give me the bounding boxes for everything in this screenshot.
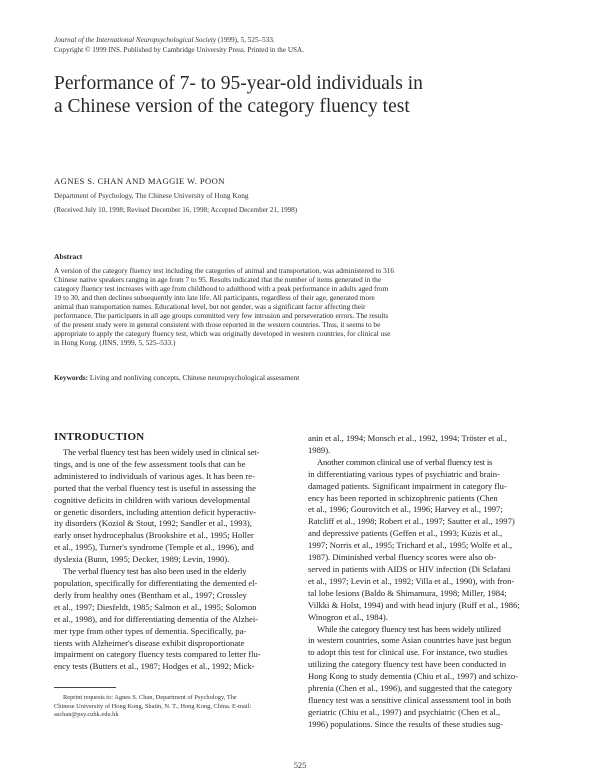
body-text-line: et al., 1995), Turner's syndrome (Temple et al., 1996), and (54, 542, 254, 553)
received-dates: (Received July 10, 1998; Revised December 16, 1998; Accepted December 21, 1998) (54, 206, 298, 214)
body-text-line: 1996) populations. Since the results of these studies sug- (308, 718, 504, 729)
journal-volume: (1999), 5, 525–533. (216, 36, 275, 44)
section-heading-introduction: INTRODUCTION (54, 431, 145, 443)
body-text-line: tients with Alzheimer's disease exhibit disproportionate (54, 637, 245, 648)
abstract-line: category fluency test increases with age from childhood to adulthood with a peak performance in adults aged from (54, 284, 389, 294)
authors: AGNES S. CHAN AND MAGGIE W. POON (54, 176, 225, 186)
body-text-line: ency tests (Butters et al., 1987; Hodges et al., 1992; Mick- (54, 661, 255, 672)
abstract-heading: Abstract (54, 252, 83, 261)
abstract-line: performance. The participants in all age groups committed very few intrusion and perseveration errors. The results (54, 311, 389, 321)
abstract-line: of the present study were in general consistent with those reported in the western countries. Thus, it seems to be (54, 320, 381, 330)
right-text-column (308, 433, 548, 731)
page-number: 525 (293, 761, 307, 770)
body-text-line: and depressive patients (Geffen et al., 1993; Kuzis et al., (308, 528, 503, 539)
body-text-line: to adopt this test for clinical use. For instance, two studies (308, 647, 508, 658)
body-text-line: ency has been reported in schizophrenic patients (Chen (308, 492, 498, 503)
body-text-line: ity disorders (Koziol & Stout, 1992; Sandler et al., 1993), (54, 518, 252, 529)
journal-citation-line (54, 36, 304, 46)
body-text-line: derly from healthy ones (Bentham et al., 1997; Crossley (54, 589, 247, 600)
keywords-text: Living and nonliving concepts, Chinese neuropsychological assessment (88, 373, 300, 382)
body-text-line: impairment on category fluency tests compared to letter flu- (54, 649, 261, 660)
footnote (54, 694, 296, 720)
body-text-line: ported that the verbal fluency test is useful in assessing the (54, 482, 256, 493)
abstract-line: in Hong Kong. (JINS, 1999, 5, 525–533.) (54, 338, 176, 348)
footnote-rule (54, 687, 116, 688)
footnote-line: aschan@psy.cuhk.edu.hk (54, 711, 119, 719)
abstract-line: Chinese native speakers ranging in age from 7 to 95. Results indicated that the number of items generated in the (54, 275, 382, 285)
footnote-line: Chinese University of Hong Kong, Shatin, N. T., Hong Kong, China. E-mail: (54, 702, 252, 710)
title-line-2: a Chinese version of the category fluency test (54, 96, 410, 117)
keywords (54, 373, 546, 382)
body-text-line: 1989). (308, 444, 331, 455)
body-text-line: cognitive deficits in children with various developmental (54, 494, 251, 505)
body-text-line: Vilkki & Holst, 1994) and with head injury (Ruff et al., 1986; (308, 599, 520, 610)
body-text-line: mer type from other types of dementia. Specifically, pa- (54, 625, 247, 636)
affiliation: Department of Psychology, The Chinese University of Hong Kong (54, 191, 249, 200)
body-text-line: 1997; Norris et al., 1995; Trichard et al., 1995; Wolfe et al., (308, 540, 513, 551)
journal-name: Journal of the International Neuropsychological Society (54, 36, 217, 44)
body-text-line: damaged patients. Significant impairment in category flu- (308, 480, 507, 491)
body-text-line: in western countries, some Asian countries have just begun (308, 635, 512, 646)
body-text-line: early onset hydrocephalus (Brookshire et al., 1995; Holler (54, 530, 254, 541)
abstract-line: 19 to 30, and then declines subsequently into late life. All participants, regardless of their age, generated more (54, 293, 375, 303)
body-text-line: et al., 1997; Levin et al., 1992; Villa et al., 1990), with fron- (308, 575, 515, 586)
body-text-line: utilizing the category fluency test have been conducted in (308, 659, 507, 670)
body-text-line: fluency test was a sensitive clinical assessment tool in both (308, 694, 512, 705)
body-text-line: 1987). Diminished verbal fluency scores were also ob- (308, 552, 497, 563)
body-text-line: Winogron et al., 1984). (308, 611, 388, 622)
footnote-line: Reprint requests to: Agnes S. Chan, Department of Psychology, The (63, 694, 237, 701)
body-text-line: tings, and is one of the few assessment tools that can be (54, 458, 246, 469)
body-text-line: anin et al., 1994; Monsch et al., 1992, 1994; Tröster et al., (308, 433, 508, 443)
article-title (54, 72, 554, 118)
abstract-line: appropriate to apply the category fluency test, which was originally developed in western countries, for clinical use (54, 329, 391, 339)
body-text-line: The verbal fluency test has been widely used in clinical set- (63, 447, 260, 457)
abstract-line: A version of the category fluency test including the categories of animal and transportation, was administered to 316 (54, 266, 395, 275)
body-text-line: or genetic disorders, including attention deficit hyperactiv- (54, 506, 257, 517)
keywords-label: Keywords: (54, 373, 89, 382)
body-text-line: phrenia (Chen et al., 1996), and suggested that the category (308, 683, 513, 694)
body-text-line: Another common clinical use of verbal fluency test is (317, 456, 493, 467)
body-text-line: Hong Kong to study dementia (Chiu et al., 1997) and schizo- (308, 671, 519, 682)
body-text-line: geriatric (Chiu et al., 1997) and psychiatric (Chen et al., (308, 706, 501, 717)
body-text-line: administered to individuals of various ages. It has been re- (54, 470, 255, 481)
copyright-line: Copyright © 1999 INS. Published by Cambridge University Press. Printed in the USA. (54, 45, 305, 54)
body-text-line: in differentiating various types of psychiatric and brain- (308, 468, 500, 479)
abstract-line: animal than transportation names. Educational level, but not gender, was a significant factor affecting their (54, 302, 366, 312)
body-text-line: et al., 1997; Diesfeldt, 1985; Salmon et al., 1995; Solomon (54, 601, 257, 612)
title-line-1: Performance of 7- to 95-year-old individuals in (54, 73, 423, 94)
journal-header (54, 36, 304, 55)
body-text-line: The verbal fluency test has also been used in the elderly (63, 566, 247, 577)
body-text-line: Ratcliff et al., 1998; Robert et al., 1997; Sautter et al., 1997) (308, 516, 515, 527)
body-text-line: et al., 1998), and for differentiating dementia of the Alzhei- (54, 613, 259, 624)
abstract-body (54, 266, 546, 347)
body-text-line: served in patients with AIDS or HIV infection (Di Sclafani (308, 563, 511, 574)
body-text-line: While the category fluency test has been widely utilized (317, 623, 501, 634)
body-text-line: tal lobe lesions (Baldo & Shimamura, 1998; Miller, 1984; (308, 587, 507, 598)
body-text-line: dyslexia (Bunn, 1995; Decker, 1989; Levin, 1990). (54, 554, 230, 565)
body-text-line: population, specifically for differentiating the demented el- (54, 577, 258, 588)
body-text-line: et al., 1996; Gourovitch et al., 1996; Harvey et al., 1997; (308, 504, 503, 515)
left-text-column (54, 447, 294, 673)
